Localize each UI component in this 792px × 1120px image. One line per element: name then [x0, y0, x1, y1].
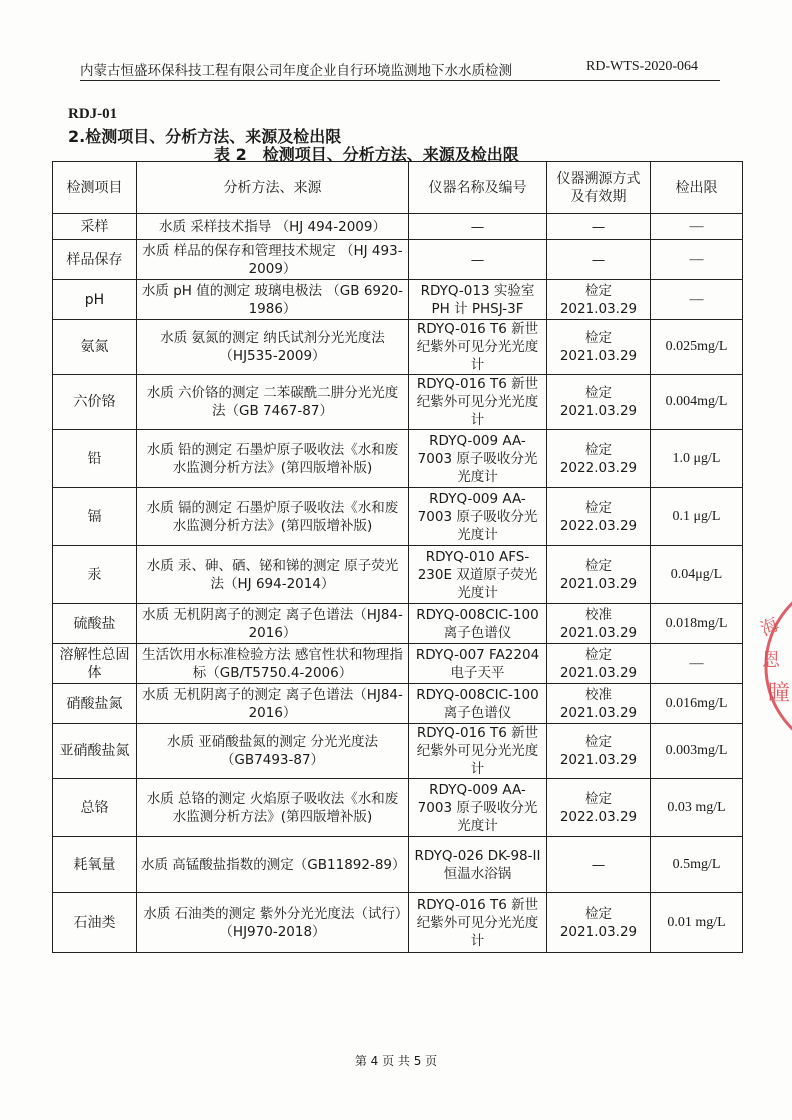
table-row — [53, 546, 743, 604]
item-cell: 总铬 — [53, 779, 137, 837]
item-cell: 采样 — [53, 214, 137, 240]
instrument-cell: RDYQ-008CIC-100 离子色谱仪 — [409, 684, 547, 724]
instrument-cell: RDYQ-009 AA-7003 原子吸收分光光度计 — [409, 779, 547, 837]
method-cell: 水质 铅的测定 石墨炉原子吸收法《水和废水监测分析方法》(第四版增补版) — [137, 430, 409, 488]
item-cell: 石油类 — [53, 893, 137, 953]
trace-cell: 校准 2021.03.29 — [547, 604, 651, 644]
table-row — [53, 604, 743, 644]
svg-text:海: 海 — [757, 613, 783, 641]
document-code: RDJ-01 — [68, 106, 118, 122]
table-row — [53, 320, 743, 375]
instrument-cell: — — [409, 240, 547, 280]
limit-cell: 0.5mg/L — [651, 837, 743, 893]
instrument-cell: RDYQ-016 T6 新世纪紫外可见分光光度计 — [409, 375, 547, 430]
instrument-cell: — — [409, 214, 547, 240]
method-cell: 水质 亚硝酸盐氮的测定 分光光度法（GB7493-87） — [137, 724, 409, 779]
svg-text:瞳: 瞳 — [768, 681, 791, 706]
table-row — [53, 684, 743, 724]
instrument-cell: RDYQ-016 T6 新世纪紫外可见分光光度计 — [409, 893, 547, 953]
limit-cell: 1.0 μg/L — [651, 430, 743, 488]
table-caption: 表 2 检测项目、分析方法、来源及检出限 — [214, 145, 519, 164]
limit-cell: 0.018mg/L — [651, 604, 743, 644]
item-cell: 溶解性总固体 — [53, 644, 137, 684]
item-cell: 硫酸盐 — [53, 604, 137, 644]
limit-cell: 0.01 mg/L — [651, 893, 743, 953]
item-cell: 镉 — [53, 488, 137, 546]
method-cell: 水质 石油类的测定 紫外分光光度法（试行）（HJ970-2018） — [137, 893, 409, 953]
limit-cell: 0.1 μg/L — [651, 488, 743, 546]
instrument-cell: RDYQ-009 AA-7003 原子吸收分光光度计 — [409, 488, 547, 546]
method-cell: 生活饮用水标准检验方法 感官性状和物理指标（GB/T5750.4-2006） — [137, 644, 409, 684]
trace-cell: 检定 2021.03.29 — [547, 375, 651, 430]
item-cell: pH — [53, 280, 137, 320]
method-cell: 水质 采样技术指导 （HJ 494-2009） — [137, 214, 409, 240]
limit-cell: 0.004mg/L — [651, 375, 743, 430]
method-cell: 水质 无机阴离子的测定 离子色谱法（HJ84-2016） — [137, 604, 409, 644]
page-header — [80, 56, 720, 81]
limit-cell: 0.03 mg/L — [651, 779, 743, 837]
item-cell: 铅 — [53, 430, 137, 488]
trace-cell: 检定 2021.03.29 — [547, 320, 651, 375]
method-cell: 水质 总铬的测定 火焰原子吸收法《水和废水监测分析方法》(第四版增补版) — [137, 779, 409, 837]
item-cell: 汞 — [53, 546, 137, 604]
trace-cell: — — [547, 214, 651, 240]
method-cell: 水质 六价铬的测定 二苯碳酰二肼分光光度法（GB 7467-87） — [137, 375, 409, 430]
limit-cell: — — [651, 214, 743, 240]
instrument-cell: RDYQ-013 实验室 PH 计 PHSJ-3F — [409, 280, 547, 320]
item-cell: 氨氮 — [53, 320, 137, 375]
method-cell: 水质 无机阴离子的测定 离子色谱法（HJ84-2016） — [137, 684, 409, 724]
item-cell: 样品保存 — [53, 240, 137, 280]
col-header-trace: 仪器溯源方式及有效期 — [547, 162, 651, 214]
col-header-method: 分析方法、来源 — [137, 162, 409, 214]
table-row — [53, 240, 743, 280]
col-header-limit: 检出限 — [651, 162, 743, 214]
table-row — [53, 214, 743, 240]
table-row — [53, 375, 743, 430]
report-number: RD-WTS-2020-064 — [586, 59, 698, 74]
limit-cell: 0.025mg/L — [651, 320, 743, 375]
page-footer: 第 4 页 共 5 页 — [354, 1054, 438, 1068]
method-cell: 水质 样品的保存和管理技术规定 （HJ 493-2009） — [137, 240, 409, 280]
item-cell: 耗氧量 — [53, 837, 137, 893]
instrument-cell: RDYQ-010 AFS-230E 双道原子荧光光度计 — [409, 546, 547, 604]
method-cell: 水质 汞、砷、硒、铋和锑的测定 原子荧光法（HJ 694-2014） — [137, 546, 409, 604]
detection-table — [52, 161, 743, 953]
trace-cell: — — [547, 837, 651, 893]
limit-cell: — — [651, 280, 743, 320]
col-header-instrument: 仪器名称及编号 — [409, 162, 547, 214]
company-seal — [752, 576, 792, 756]
table-row — [53, 893, 743, 953]
limit-cell: 0.016mg/L — [651, 684, 743, 724]
instrument-cell: RDYQ-026 DK-98-II 恒温水浴锅 — [409, 837, 547, 893]
method-cell: 水质 氨氮的测定 纳氏试剂分光光度法（HJ535-2009） — [137, 320, 409, 375]
instrument-cell: RDYQ-007 FA2204 电子天平 — [409, 644, 547, 684]
trace-cell: 检定 2021.03.29 — [547, 893, 651, 953]
table-row — [53, 488, 743, 546]
section-title: 2.检测项目、分析方法、来源及检出限 — [68, 127, 342, 146]
limit-cell: 0.04μg/L — [651, 546, 743, 604]
table-row — [53, 430, 743, 488]
limit-cell: — — [651, 240, 743, 280]
svg-text:恩: 恩 — [762, 650, 780, 671]
trace-cell: 检定 2021.03.29 — [547, 546, 651, 604]
trace-cell: 检定 2022.03.29 — [547, 430, 651, 488]
col-header-item: 检测项目 — [53, 162, 137, 214]
limit-cell: — — [651, 644, 743, 684]
table-row — [53, 280, 743, 320]
instrument-cell: RDYQ-016 T6 新世纪紫外可见分光光度计 — [409, 320, 547, 375]
instrument-cell: RDYQ-009 AA-7003 原子吸收分光光度计 — [409, 430, 547, 488]
table-row — [53, 779, 743, 837]
method-cell: 水质 pH 值的测定 玻璃电极法 （GB 6920-1986） — [137, 280, 409, 320]
trace-cell: 检定 2021.03.29 — [547, 724, 651, 779]
instrument-cell: RDYQ-016 T6 新世纪紫外可见分光光度计 — [409, 724, 547, 779]
method-cell: 水质 镉的测定 石墨炉原子吸收法《水和废水监测分析方法》(第四版增补版) — [137, 488, 409, 546]
table-header-row — [53, 162, 743, 214]
trace-cell: — — [547, 240, 651, 280]
table-row — [53, 837, 743, 893]
table-row — [53, 724, 743, 779]
limit-cell: 0.003mg/L — [651, 724, 743, 779]
item-cell: 亚硝酸盐氮 — [53, 724, 137, 779]
trace-cell: 校准 2021.03.29 — [547, 684, 651, 724]
header-title: 内蒙古恒盛环保科技工程有限公司年度企业自行环境监测地下水水质检测 — [80, 63, 512, 79]
table-row — [53, 644, 743, 684]
instrument-cell: RDYQ-008CIC-100 离子色谱仪 — [409, 604, 547, 644]
item-cell: 六价铬 — [53, 375, 137, 430]
trace-cell: 检定 2021.03.29 — [547, 280, 651, 320]
trace-cell: 检定 2022.03.29 — [547, 488, 651, 546]
method-cell: 水质 高锰酸盐指数的测定（GB11892-89） — [137, 837, 409, 893]
item-cell: 硝酸盐氮 — [53, 684, 137, 724]
trace-cell: 检定 2022.03.29 — [547, 779, 651, 837]
trace-cell: 检定 2021.03.29 — [547, 644, 651, 684]
